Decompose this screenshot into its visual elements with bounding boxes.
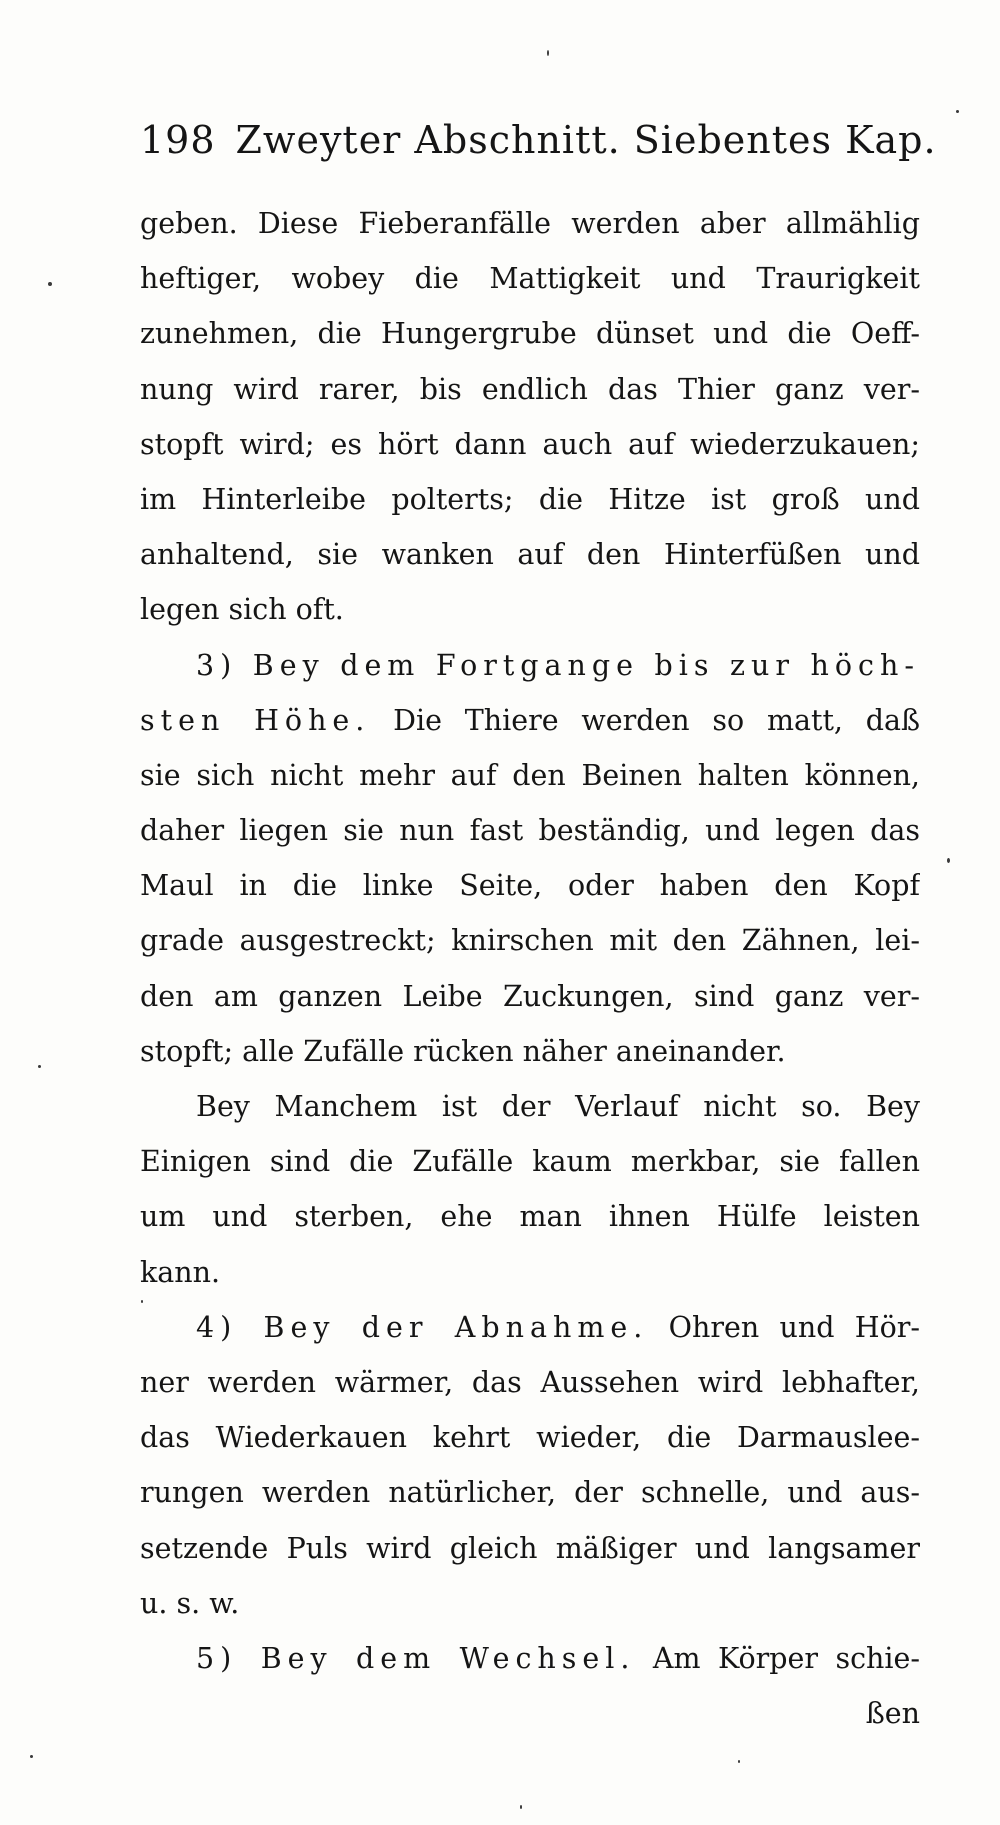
scan-speck xyxy=(30,1755,33,1758)
text-line: den am ganzen Leibe Zuckungen, sind ganz ver- xyxy=(140,979,920,1013)
text-line: Bey Manchem ist der Verlauf nicht so. Bey xyxy=(196,1090,920,1123)
running-head: Zweyter Abschnitt. Siebentes Kap. xyxy=(235,118,937,162)
body-text xyxy=(140,196,920,1741)
section-3-text: Die Thiere werden so matt, daß xyxy=(393,703,920,737)
scan-speck xyxy=(48,282,52,286)
text-line xyxy=(140,1631,920,1686)
section-3-heading-cont: sten Höhe. xyxy=(140,703,371,737)
text-line: legen sich oft. xyxy=(140,593,344,627)
scan-speck xyxy=(947,858,950,863)
text-line: das Wiederkauen kehrt wieder, die Darmauslee- xyxy=(140,1421,920,1455)
text-line: ner werden wärmer, das Aussehen wird lebhafter, xyxy=(140,1365,920,1399)
text-line: anhaltend, sie wanken auf den Hinterfüßen und xyxy=(140,538,920,572)
text-line: um und sterben, ehe man ihnen Hülfe leisten xyxy=(140,1200,920,1234)
scan-speck xyxy=(547,50,549,56)
text-line: u. s. w. xyxy=(140,1586,240,1620)
text-line: Maul in die linke Seite, oder haben den Kopf xyxy=(140,869,920,903)
text-line: stopft wird; es hört dann auch auf wiederzukauen; xyxy=(140,427,920,461)
section-5-heading: 5) Bey dem Wechsel. xyxy=(196,1641,636,1675)
section-4-heading: 4) Bey der Abnahme. xyxy=(196,1310,649,1344)
scan-speck xyxy=(520,1805,522,1809)
text-line: setzende Puls wird gleich mäßiger und langsamer xyxy=(140,1531,920,1565)
section-5-text: Am Körper schie- xyxy=(652,1641,920,1675)
text-line: rungen werden natürlicher, der schnelle, und aus- xyxy=(140,1476,920,1510)
text-line xyxy=(140,1300,920,1355)
text-line: geben. Diese Fieberanfälle werden aber allmählig xyxy=(140,207,920,240)
scan-speck xyxy=(141,1300,143,1303)
text-line: zunehmen, die Hungergrube dünset und die Oeff- xyxy=(140,317,920,351)
section-3-heading: 3) Bey dem Fortgange bis zur höch- xyxy=(196,648,920,682)
text-line: nung wird rarer, bis endlich das Thier ganz ver- xyxy=(140,372,920,406)
text-line: im Hinterleibe polterts; die Hitze ist groß und xyxy=(140,482,920,516)
page-header xyxy=(140,118,937,178)
page-number: 198 xyxy=(140,118,216,162)
text-line xyxy=(140,693,920,748)
scan-speck xyxy=(738,1760,740,1763)
text-line: heftiger, wobey die Mattigkeit und Traurigkeit xyxy=(140,262,920,296)
text-line: kann. xyxy=(140,1255,221,1289)
scan-speck xyxy=(956,110,959,113)
section-4-text: Ohren und Hör- xyxy=(668,1310,920,1344)
text-line: sie sich nicht mehr auf den Beinen halten können, xyxy=(140,758,920,792)
scan-speck xyxy=(38,1065,41,1068)
text-line: Einigen sind die Zufälle kaum merkbar, sie fallen xyxy=(140,1145,920,1179)
text-line: daher liegen sie nun fast beständig, und legen das xyxy=(140,814,920,848)
catchword: ßen xyxy=(865,1697,920,1731)
text-line: grade ausgestreckt; knirschen mit den Zähnen, lei- xyxy=(140,924,920,958)
text-line: stopft; alle Zufälle rücken näher aneinander. xyxy=(140,1034,786,1068)
